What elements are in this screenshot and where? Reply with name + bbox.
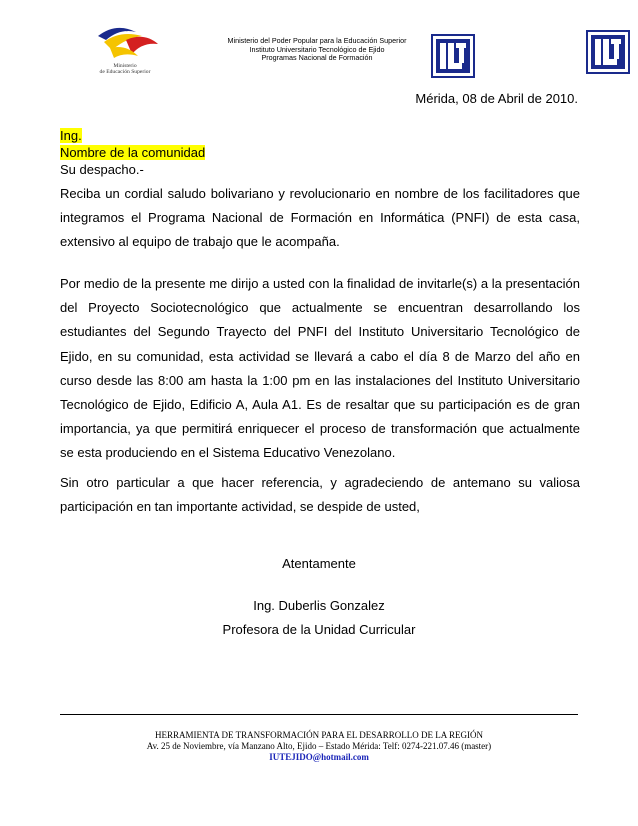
closing-salutation: Atentamente — [282, 556, 356, 571]
letterhead-text — [200, 37, 434, 63]
ministry-caption-line-1: Ministerio — [113, 63, 137, 69]
paragraph-invitation: Por medio de la presente me dirijo a usted con la finalidad de invitarle(s) a la presentación del Proyecto Sociotecnológico que actualmente se encuentran desarrollando los estudiantes del Segundo Trayecto del PNFI del Instituto Universitario Tecnológico de Ejido, en su comunidad, esta actividad se llevará a cabo el día 8 de Marzo del año en curso desde las 8:00 am hasta la 1:00 pm en las instalaciones del Instituto Universitario Tecnológico de Ejido, Edificio A, Aula A1. Es de resaltar que su participación es de gran importancia, ya que permitirá enriquecer el proceso de transformación que actualmente se esta produciendo en el Sistema Educativo Venezolano. — [60, 276, 580, 461]
footer-divider — [60, 714, 578, 715]
letterhead-line-2: Instituto Universitario Tecnológico de Ejido — [249, 44, 385, 54]
recipient-name: Nombre de la comunidad — [60, 145, 206, 160]
recipient-block — [60, 127, 205, 178]
recipient-greeting: Su despacho.- — [60, 162, 144, 177]
letterhead-line-3: Programas Nacional de Formación — [261, 53, 373, 63]
iute-logo-right — [586, 30, 630, 74]
signer-role: Profesora de la Unidad Curricular — [222, 622, 416, 637]
ministry-caption-line-2: de Educación Superior — [99, 69, 151, 76]
iute-logo — [431, 34, 475, 78]
letter-date: Mérida, 08 de Abril de 2010. — [415, 91, 578, 106]
recipient-title: Ing. — [60, 128, 82, 143]
footer-address: Av. 25 de Noviembre, vía Manzano Alto, Ejido – Estado Mérida: Telf: 0274-221.07.46 (master) — [146, 741, 492, 751]
footer-motto: HERRAMIENTA DE TRANSFORMACIÓN PARA EL DESARROLLO DE LA REGIÓN — [155, 730, 483, 740]
paragraph-greeting: Reciba un cordial saludo bolivariano y revolucionario en nombre de los facilitadores que integramos el Programa Nacional de Formación en Informática (PNFI) de esta casa, extensivo al equipo de trabajo que le acompaña. — [60, 186, 580, 250]
paragraph-closing: Sin otro particular a que hacer referencia, y agradeciendo de antemano su valiosa participación en tan importante actividad, se despide de usted, — [60, 475, 580, 515]
ministry-logo-caption — [84, 63, 166, 76]
footer-email-link[interactable]: IUTEJIDO@hotmail.com — [269, 752, 369, 762]
letterhead-line-1: Ministerio del Poder Popular para la Educación Superior — [227, 36, 407, 45]
signer-name: Ing. Duberlis Gonzalez — [253, 598, 385, 613]
